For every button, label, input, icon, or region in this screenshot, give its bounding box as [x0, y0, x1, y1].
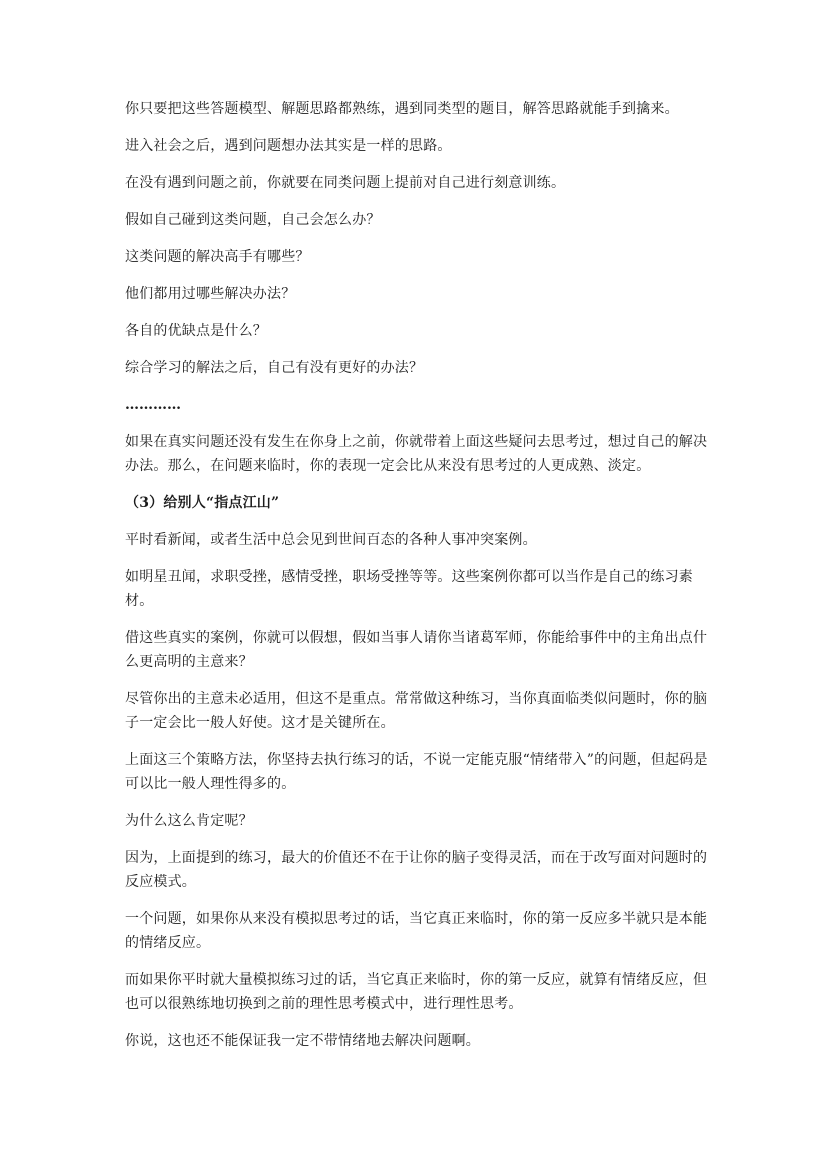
paragraph: 如明星丑闻，求职受挫，感情受挫，职场受挫等等。这些案例你都可以当作是自己的练习素材。 — [125, 569, 693, 609]
paragraph: 在没有遇到问题之前，你就要在同类问题上提前对自己进行刻意训练。 — [125, 175, 566, 191]
paragraph: 平时看新闻，或者生活中总会见到世间百态的各种人事冲突案例。 — [125, 532, 537, 548]
paragraph: 而如果你平时就大量模拟练习过的话，当它真正来临时，你的第一反应，就算有情绪反应，但也可以很熟练地切换到之前的理性思考模式中，进行理性思考。 — [125, 972, 708, 1012]
section-heading: （3）给别人“指点江山” — [125, 495, 280, 511]
paragraph: 他们都用过哪些解决办法？ — [125, 286, 296, 302]
paragraph: 你只要把这些答题模型、解题思路都熟练，遇到同类型的题目，解答思路就能手到擒来。 — [125, 101, 679, 117]
paragraph: 一个问题，如果你从来没有模拟思考过的话，当它真正来临时，你的第一反应多半就只是本能的情绪反应。 — [125, 911, 708, 951]
paragraph: 因为，上面提到的练习，最大的价值还不在于让你的脑子变得灵活，而在于改写面对问题时的反应模式。 — [125, 850, 708, 890]
paragraph: 尽管你出的主意未必适用，但这不是重点。常常做这种练习，当你真面临类似问题时，你的脑子一定会比一般人好使。这才是关键所在。 — [125, 691, 708, 731]
ellipsis-line: ………… — [125, 397, 181, 413]
paragraph: 借这些真实的案例，你就可以假想，假如当事人请你当诸葛军师，你能给事件中的主角出点什么更高明的主意来？ — [125, 630, 708, 670]
document-body — [125, 97, 710, 1066]
paragraph: 各自的优缺点是什么？ — [125, 323, 267, 339]
paragraph: 进入社会之后，遇到问题想办法其实是一样的思路。 — [125, 138, 452, 154]
paragraph: 为什么这么肯定呢？ — [125, 813, 253, 829]
paragraph: 如果在真实问题还没有发生在你身上之前，你就带着上面这些疑问去思考过，想过自己的解决办法。那么，在问题来临时，你的表现一定会比从来没有思考过的人更成熟、淡定。 — [125, 434, 708, 474]
paragraph: 你说，这也还不能保证我一定不带情绪地去解决问题啊。 — [125, 1033, 480, 1049]
paragraph: 综合学习的解法之后，自己有没有更好的办法？ — [125, 360, 424, 376]
paragraph: 上面这三个策略方法，你坚持去执行练习的话，不说一定能克服“情绪带入”的问题，但起码是可以比一般人理性得多的。 — [125, 752, 708, 792]
paragraph: 这类问题的解决高手有哪些？ — [125, 249, 310, 265]
paragraph: 假如自己碰到这类问题，自己会怎么办？ — [125, 212, 381, 228]
